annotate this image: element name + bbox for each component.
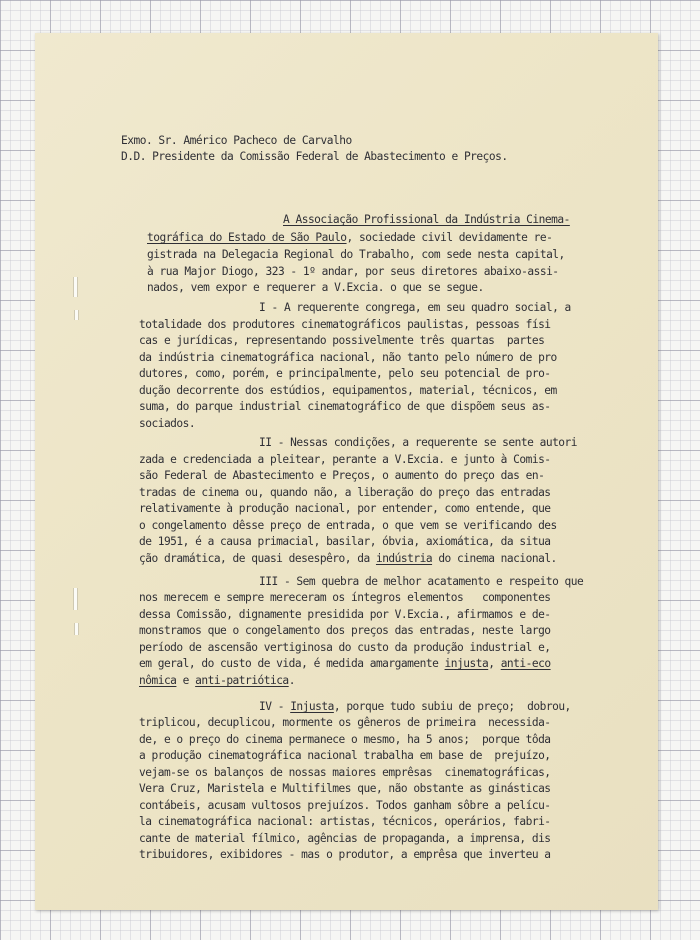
para-4-line-8: la cinematográfica nacional: artistas, técnicos, operários, fabri-: [139, 815, 551, 828]
underlined-industria: indústria: [375, 552, 433, 565]
para-2-line-6: o congelamento dêsse preço de entrada, o que vem se verificando des: [139, 519, 557, 532]
underlined-injusta-2: Injusta: [290, 700, 334, 713]
para-4-line-1: IV - Injusta, porque tudo subiu de preço; dobrou,: [259, 700, 571, 713]
para-4-line-3: de, e o preço do cinema permanece o mesmo, ha 5 anos; porque tôda: [139, 733, 551, 746]
underlined-anti-economica-start: anti-eco: [500, 657, 551, 670]
staple-hole-mark: [73, 277, 78, 297]
addressee-line: Exmo. Sr. Américo Pacheco de Carvalho: [121, 134, 352, 147]
para-2-line-7: de 1951, é a causa primacial, basilar, óbvia, axiomática, da situa: [139, 535, 551, 548]
para-3-line-7: nômica e anti-patriótica.: [139, 674, 295, 687]
para-1-line-6: dução decorrente dos estúdios, equipamentos, material, técnicos, em: [139, 384, 557, 397]
para-4-line-10: tribuidores, exibidores - mas o produtor, a emprêsa que inverteu a: [139, 848, 551, 861]
intro-line-4: à rua Major Diogo, 323 - 1º andar, por seus diretores abaixo-assi-: [147, 265, 559, 278]
para-3-line-6: em geral, do custo de vida, é medida amargamente injusta, anti-eco: [139, 657, 551, 670]
underlined-anti-economica-end: nômica: [139, 674, 177, 687]
para-4-line-6: Vera Cruz, Maristela e Multifilmes que, não obstante as ginásticas: [139, 782, 551, 795]
para-4-line-2: triplicou, decuplicou, mormente os gêneros de primeira necessida-: [139, 716, 551, 729]
intro-line-3: gistrada na Delegacia Regional do Trabalho, com sede nesta capital,: [147, 248, 565, 261]
para-1-line-3: cas e jurídicas, representando possivelmente três quartas partes: [139, 334, 545, 347]
para-1-line-7: suma, do parque industrial cinematográfico de que dispõem seus as-: [139, 400, 551, 413]
letter-page: [35, 33, 658, 910]
staple-hole-mark: [74, 310, 79, 320]
para-4-line-7: contábeis, acusam vultosos prejuízos. Todos ganham sôbre a pelícu-: [139, 799, 551, 812]
para-1-line-1: I - A requerente congrega, em seu quadro social, a: [259, 301, 571, 314]
addressee-title-line: D.D. Presidente da Comissão Federal de Abastecimento e Preços.: [121, 150, 508, 163]
intro-line-5: nados, vem expor e requerer a V.Excia. o que se segue.: [147, 281, 484, 294]
para-1-line-5: dutores, como, porém, e principalmente, pelo seu potencial de pro-: [139, 367, 551, 380]
intro-line-2: tográfica do Estado de São Paulo, sociedade civil devidamente re-: [147, 231, 553, 244]
staple-hole-mark: [73, 588, 78, 610]
intro-line-1: A Associação Profissional da Indústria Cinema-: [283, 213, 570, 226]
para-1-line-4: da indústria cinematográfica nacional, não tanto pelo número de pro: [139, 351, 557, 364]
para-2-line-3: são Federal de Abastecimento e Preços, o aumento do preço das en-: [139, 469, 545, 482]
para-1-line-2: totalidade dos produtores cinematográficos paulistas, pessoas físi: [139, 318, 551, 331]
para-2-line-1: II - Nessas condições, a requerente se sente autori: [259, 436, 578, 449]
underlined-injusta: injusta: [444, 657, 489, 670]
para-3-line-2: nos merecem e sempre mereceram os íntegros elementos componentes: [139, 591, 551, 604]
para-3-line-4: monstramos que o congelamento dos preços das entradas, neste largo: [139, 624, 551, 637]
association-name: tográfica do Estado de São Paulo: [147, 231, 347, 244]
para-4-line-9: cante de material fílmico, agências de propaganda, a imprensa, dis: [139, 832, 551, 845]
para-4-line-4: a produção cinematográfica nacional trabalha em base de prejuízo,: [139, 749, 551, 762]
para-2-line-2: zada e credenciada a pleitear, perante a V.Excia. e junto à Comis-: [139, 453, 551, 466]
para-2-line-4: tradas de cinema ou, quando não, a liberação do preço das entradas: [139, 486, 551, 499]
para-3-line-5: período de ascensão vertiginosa do custo da produção industrial e,: [139, 641, 551, 654]
para-4-line-5: vejam-se os balanços de nossas maiores emprêsas cinematográficas,: [139, 766, 551, 779]
para-2-line-8: ção dramática, de quasi desespêro, da indústria do cinema nacional.: [139, 552, 557, 565]
para-3-line-3: dessa Comissão, dignamente presidida por V.Excia., afirmamos e de-: [139, 608, 551, 621]
para-3-line-1: III - Sem quebra de melhor acatamento e respeito que: [259, 575, 584, 588]
staple-hole-mark: [74, 623, 79, 635]
underlined-anti-patriotica: anti-patriótica: [195, 674, 289, 687]
para-2-line-5: relativamente à produção nacional, por entender, como entende, que: [139, 502, 551, 515]
para-1-line-8: sociados.: [139, 417, 196, 430]
